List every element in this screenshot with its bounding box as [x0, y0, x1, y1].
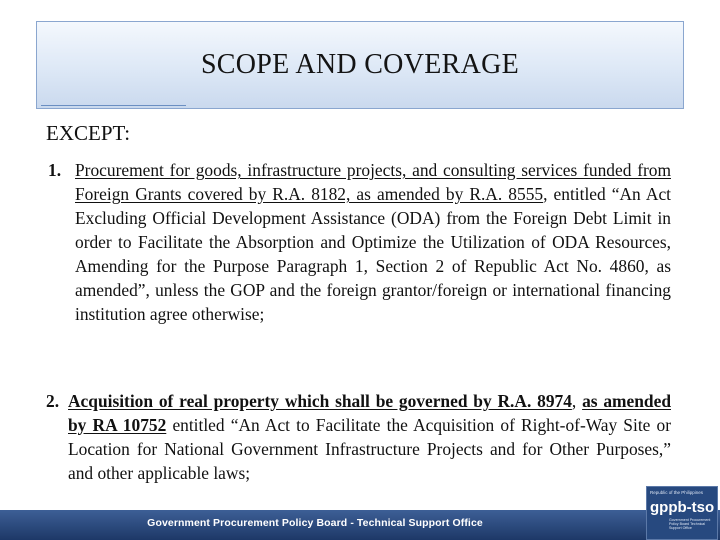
list-item-number: 1. [48, 160, 62, 180]
list-item-2 [46, 389, 671, 485]
except-heading: EXCEPT: [46, 121, 131, 145]
list-item-text [46, 158, 671, 326]
plain-text: , [571, 391, 583, 411]
title-accent-line [41, 105, 186, 106]
logo-top-text: Republic of the Philippines [650, 490, 704, 495]
slide-title: SCOPE AND COVERAGE [200, 49, 520, 80]
logo-sub-text: Government Procurement Policy Board Technical Support Office [669, 518, 711, 530]
bold-underlined-reference: as amended by RA 10752 [68, 391, 671, 435]
plain-text: entitled “An Act to Facilitate the Acquisition of Right-of-Way Site or Location for National Government Infrastructure Projects and for Other Purposes,” and other applicable laws; [68, 415, 671, 483]
footer-bar [0, 510, 720, 540]
list-item-number: 2. [46, 391, 60, 411]
bold-underlined-reference: Acquisition of real property which shall be governed by R.A. 8974 [68, 391, 572, 411]
footer-text: Government Procurement Policy Board - Technical Support Office [147, 517, 483, 529]
logo-mark: gppb-tso [650, 499, 715, 516]
list-item-text [46, 389, 671, 485]
list-item-1 [46, 158, 671, 326]
plain-text: , entitled “An Act Excluding Official Development Assistance (ODA) from the Foreign Debt Limit in order to Facilitate the Absorption and Optimize the Utilization of ODA Resources, Amending for the Purpose Paragraph 1, Section 2 of Republic Act No. 4860, as amended”, unless the GOP and the foreign grantor/foreign or international financing institution agree otherwise; [75, 184, 671, 324]
underlined-reference: Procurement for goods, infrastructure projects, and consulting services funded from Foreign Grants covered by R.A. 8182, as amended by R.A. 8555 [75, 160, 671, 204]
title-banner [36, 21, 684, 109]
gppb-tso-logo [646, 486, 718, 540]
